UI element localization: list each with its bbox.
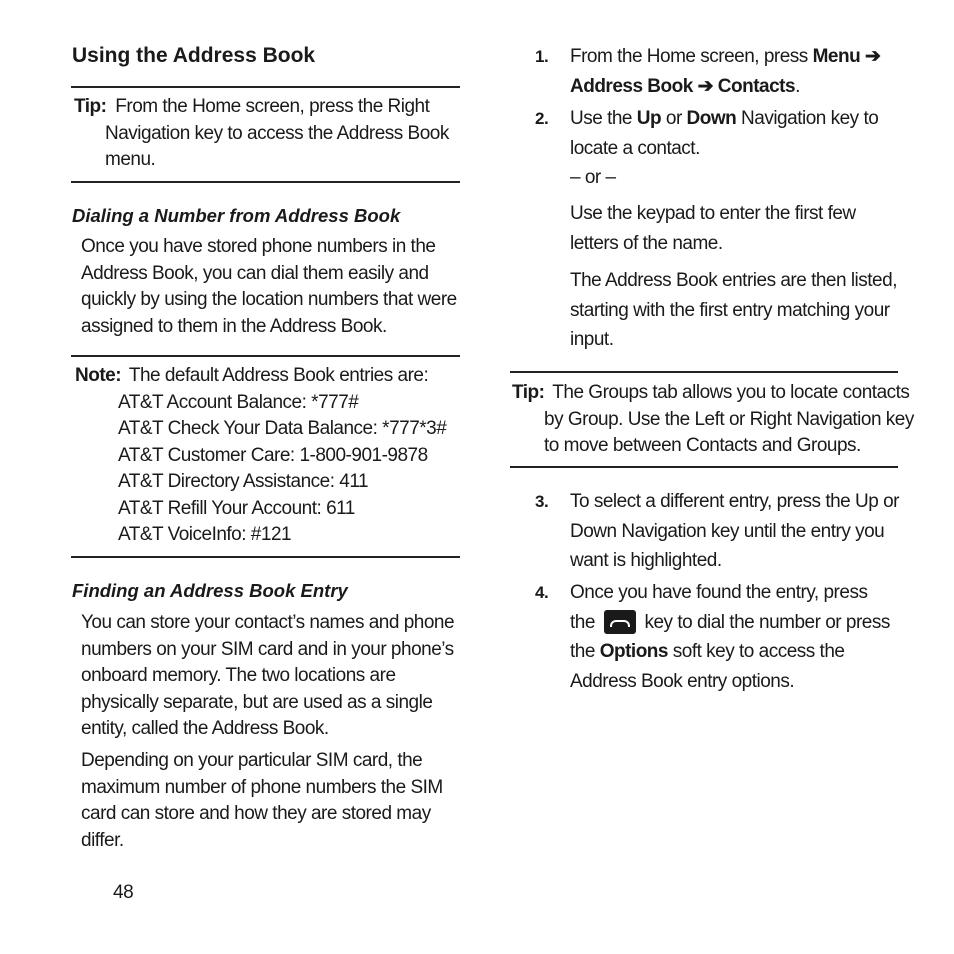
step-1 (535, 42, 880, 101)
paragraph-dialing (81, 234, 457, 340)
text-line: starting with the first entry matching your (570, 299, 890, 321)
text-line: Once you have stored phone numbers in the (81, 236, 436, 257)
note-line: AT&T Refill Your Account: 611 (118, 497, 355, 519)
step-text: the (570, 611, 600, 633)
divider (71, 556, 460, 558)
text-line: differ. (81, 829, 124, 851)
text-line: card can store and how they are stored may (81, 803, 431, 824)
subheading-finding: Finding an Address Book Entry (72, 580, 348, 601)
text-line: letters of the name. (570, 232, 723, 254)
divider (71, 355, 460, 357)
text-line: entity, called the Address Book. (81, 718, 329, 739)
divider (71, 86, 460, 88)
note-line: AT&T Directory Assistance: 411 (118, 471, 369, 492)
note-line: AT&T Customer Care: 1-800-901-9878 (118, 444, 428, 466)
text-line: quickly by using the location numbers that were (81, 289, 457, 310)
step-number: 1. (535, 47, 549, 66)
step-text: or (661, 108, 687, 129)
text-line: physically separate, but are used as a single (81, 691, 433, 713)
menu-path: Menu ➔ (812, 46, 881, 67)
note-label: Note: (75, 365, 122, 386)
note-line: The default Address Book entries are: (128, 365, 429, 386)
alternative-separator: – or – (570, 167, 616, 188)
divider (510, 466, 898, 468)
tip-line: to move between Contacts and Groups. (544, 435, 861, 456)
step-3 (535, 487, 899, 576)
paragraph-sim (81, 748, 443, 854)
tip-box (512, 380, 914, 460)
step-text: want is highlighted. (570, 550, 722, 571)
soft-key-name: Options (599, 641, 668, 662)
text-line: onboard memory. The two locations are (81, 665, 396, 686)
note-line: AT&T Account Balance: *777# (118, 391, 359, 413)
step-2 (535, 104, 878, 193)
step-number: 3. (535, 492, 549, 511)
step-text: To select a different entry, press the Up or (570, 491, 899, 512)
tip-line: menu. (105, 149, 156, 170)
note-box (75, 363, 446, 549)
text-line: assigned to them in the Address Book. (81, 315, 387, 337)
text-line: Use the keypad to enter the first few (570, 203, 856, 224)
send-key-icon (604, 610, 636, 634)
step-text: Once you have found the entry, press (570, 582, 868, 603)
menu-path: Address Book ➔ Contacts (570, 75, 796, 97)
text-line: numbers on your SIM card and in your phone’s (81, 638, 454, 660)
page-number: 48 (113, 882, 134, 903)
listed-note (570, 266, 897, 355)
key-name: Up (636, 108, 662, 129)
tip-line: The Groups tab allows you to locate contacts (552, 382, 910, 403)
step-text: Down Navigation key until the entry you (570, 520, 885, 542)
tip-box (74, 94, 449, 174)
text-line: input. (570, 329, 614, 350)
divider (71, 181, 460, 183)
tip-label: Tip: (74, 96, 107, 117)
text-line: Depending on your particular SIM card, the (81, 750, 423, 771)
step-text: key to dial the number or press (639, 611, 890, 633)
text-line: Address Book, you can dial them easily and (81, 262, 429, 284)
tip-line: Navigation key to access the Address Book (105, 122, 449, 144)
tip-label: Tip: (512, 382, 545, 403)
tip-line: by Group. Use the Left or Right Navigation key (544, 408, 914, 430)
step-text: soft key to access the (667, 641, 845, 662)
step-text: Navigation key to (736, 108, 879, 129)
step-text: Address Book entry options. (570, 670, 795, 692)
step-text: . (795, 75, 800, 97)
step-text: the (570, 641, 600, 662)
text-line: You can store your contact’s names and phone (81, 612, 455, 633)
step-text: From the Home screen, press (570, 46, 813, 67)
paragraph-finding (81, 610, 454, 743)
subheading-dialing: Dialing a Number from Address Book (72, 205, 401, 226)
keypad-note (570, 199, 856, 258)
step-4 (535, 578, 890, 696)
text-line: maximum number of phone numbers the SIM (81, 776, 443, 798)
section-heading: Using the Address Book (72, 44, 316, 67)
text-line: The Address Book entries are then listed, (570, 270, 897, 291)
note-line: AT&T Check Your Data Balance: *777*3# (118, 418, 447, 439)
tip-line: From the Home screen, press the Right (115, 96, 430, 117)
key-name: Down (686, 108, 737, 129)
note-line: AT&T VoiceInfo: #121 (118, 524, 292, 545)
step-text: locate a contact. (570, 137, 700, 159)
step-number: 4. (535, 583, 549, 602)
step-number: 2. (535, 109, 549, 128)
step-text: Use the (570, 108, 637, 129)
divider (510, 371, 898, 373)
